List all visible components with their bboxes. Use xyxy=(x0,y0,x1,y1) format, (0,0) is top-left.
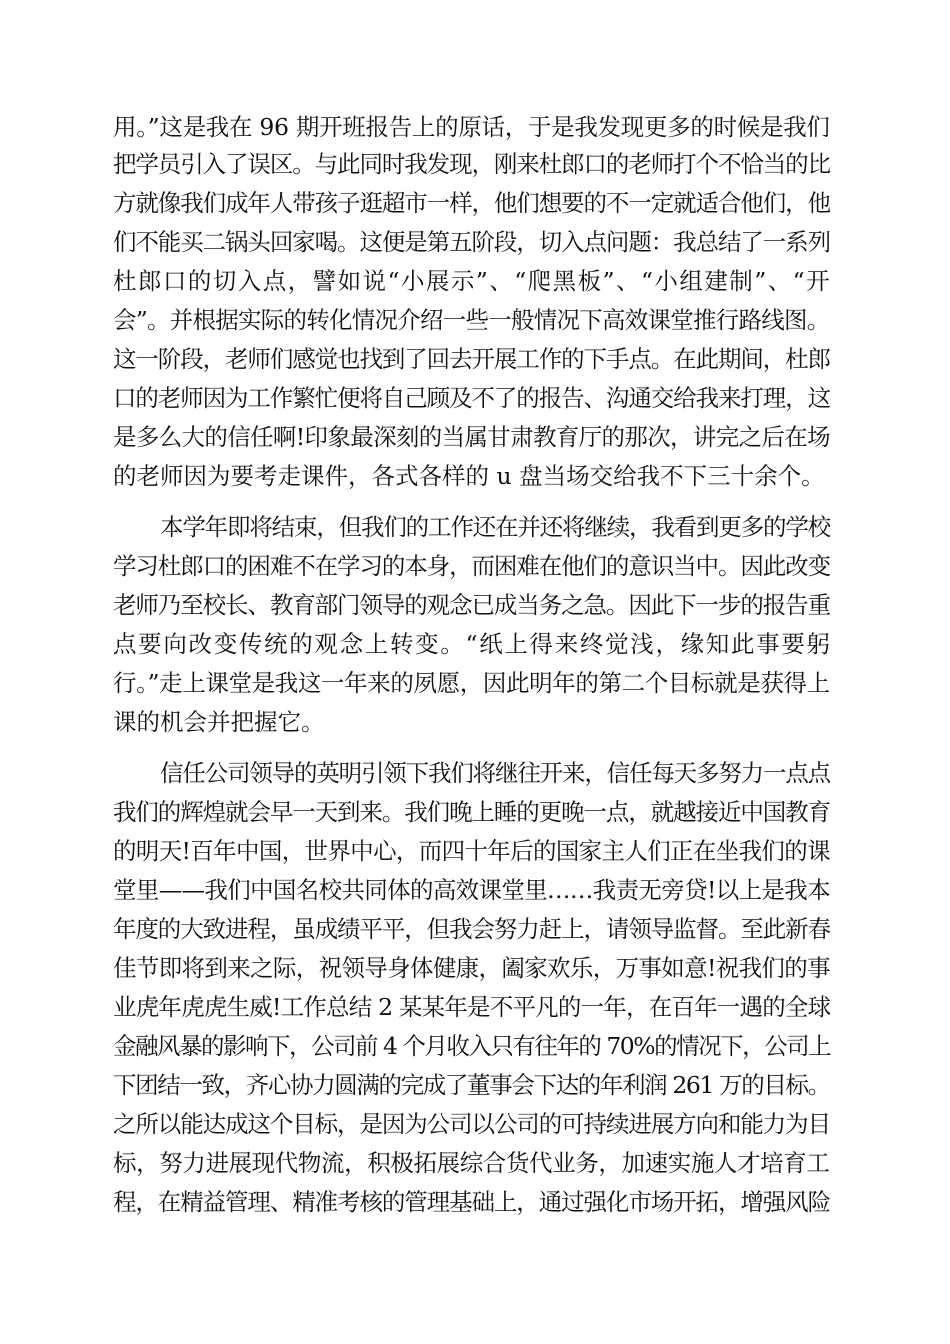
text-line: 业虎年虎虎生威!工作总结 2 某某年是不平凡的一年，在百年一遇的全球 xyxy=(113,993,831,1021)
text-line: 本学年即将结束，但我们的工作还在并还将继续，我看到更多的学校 xyxy=(160,513,830,541)
text-line: 把学员引入了误区。与此同时我发现，刚来杜郎口的老师打个不恰当的比 xyxy=(113,150,830,178)
text-line: 老师乃至校长、教育部门领导的观念已成当务之急。因此下一步的报告重 xyxy=(113,591,830,619)
text-line: 标，努力进展现代物流，积极拓展综合货代业务，加速实施人才培育工 xyxy=(113,1149,830,1177)
text-line: 信任公司领导的英明引领下我们将继往开来，信任每天多努力一点点 xyxy=(160,759,830,787)
text-line: 堂里——我们中国名校共同体的高效课堂里……我责无旁贷!以上是我本 xyxy=(113,876,830,904)
text-line: 之所以能达成这个目标，是因为公司以公司的可持续进展方向和能力为目 xyxy=(113,1110,830,1138)
text-line: 这一阶段，老师们感觉也找到了回去开展工作的下手点。在此期间，杜郎 xyxy=(113,345,830,373)
text-line: 我们的辉煌就会早一天到来。我们晚上睡的更晚一点，就越接近中国教育 xyxy=(113,798,830,826)
text-line: 佳节即将到来之际，祝领导身体健康，阖家欢乐，万事如意!祝我们的事 xyxy=(113,954,830,982)
text-line: 的老师因为要考走课件，各式各样的 u 盘当场交给我不下三十余个。 xyxy=(113,462,825,490)
text-line: 课的机会并把握它。 xyxy=(113,708,325,736)
text-line: 是多么大的信任啊!印象最深刻的当属甘肃教育厅的那次，讲完之后在场 xyxy=(113,423,830,451)
text-line: 点要向改变传统的观念上转变。“纸上得来终觉浅，缘知此事要躬 xyxy=(113,630,832,658)
text-line: 程，在精益管理、精准考核的管理基础上，通过强化市场开拓，增强风险 xyxy=(113,1188,830,1216)
text-line: 下团结一致，齐心协力圆满的完成了董事会下达的年利润 261 万的目标。 xyxy=(113,1071,830,1099)
text-line: 学习杜郎口的困难不在学习的本身，而困难在他们的意识当中。因此改变 xyxy=(113,552,830,580)
text-line: 口的老师因为工作繁忙便将自己顾及不了的报告、沟通交给我来打理，这 xyxy=(113,384,830,412)
text-line: 年度的大致进程，虽成绩平平，但我会努力赶上，请领导监督。至此新春 xyxy=(113,915,830,943)
text-line: 杜郎口的切入点，譬如说“小展示”、“爬黑板”、“小组建制”、“开 xyxy=(113,267,832,295)
text-line: 行。”走上课堂是我这一年来的夙愿，因此明年的第二个目标就是获得上 xyxy=(113,669,830,697)
text-line: 的明天!百年中国，世界中心，而四十年后的国家主人们正在坐我们的课 xyxy=(113,837,830,865)
text-line: 会”。并根据实际的转化情况介绍一些一般情况下高效课堂推行路线图。 xyxy=(113,306,830,334)
text-line: 们不能买二锅头回家喝。这便是第五阶段，切入点问题：我总结了一系列 xyxy=(113,228,830,256)
text-line: 用。”这是我在 96 期开班报告上的原话，于是我发现更多的时候是我们 xyxy=(113,113,830,141)
text-line: 金融风暴的影响下，公司前 4 个月收入只有往年的 70%的情况下，公司上 xyxy=(113,1032,831,1060)
text-line: 方就像我们成年人带孩子逛超市一样，他们想要的不一定就适合他们，他 xyxy=(113,189,830,217)
